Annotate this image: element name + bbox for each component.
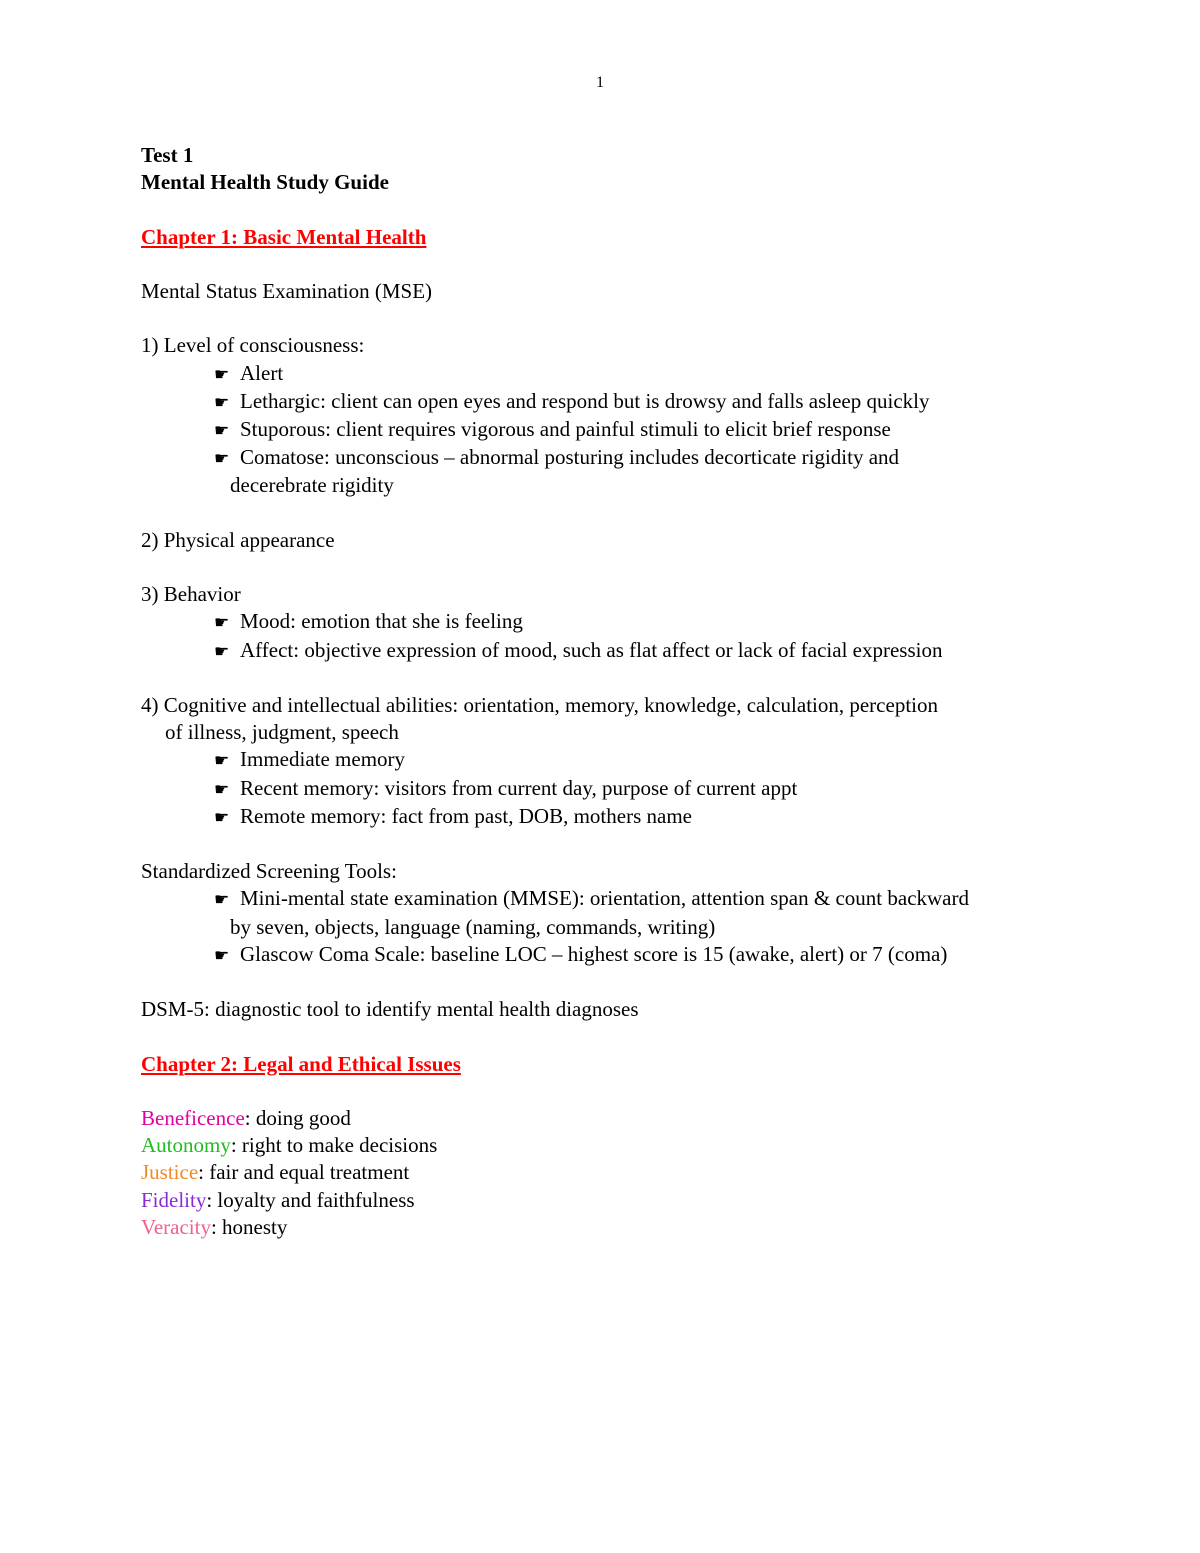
principle-term: Autonomy xyxy=(141,1133,231,1158)
principle-term: Veracity xyxy=(141,1214,211,1239)
pointing-hand-icon: ☛ xyxy=(214,751,230,771)
chapter-1-heading: Chapter 1: Basic Mental Health xyxy=(141,224,427,249)
principle-term: Beneficence xyxy=(141,1105,245,1130)
list-item: ☛ Glascow Coma Scale: baseline LOC – highest score is 15 (awake, alert) or 7 (coma) xyxy=(214,941,1081,969)
mse-title: Mental Status Examination (MSE) xyxy=(141,278,433,303)
consciousness-label: 1) Level of consciousness: xyxy=(141,333,365,358)
principle-fidelity xyxy=(141,1187,1081,1214)
list-item: ☛ Lethargic: client can open eyes and respond but is drowsy and falls asleep quickly xyxy=(214,388,1081,416)
principle-definition: : fair and equal treatment xyxy=(198,1160,410,1185)
principle-definition: : doing good xyxy=(244,1105,351,1130)
list-item: ☛ Remote memory: fact from past, DOB, mothers name xyxy=(214,803,1081,831)
principle-term: Fidelity xyxy=(141,1187,207,1212)
pointing-hand-icon: ☛ xyxy=(214,392,230,412)
consciousness-list xyxy=(141,360,1081,500)
principle-autonomy xyxy=(141,1132,1081,1159)
behavior-list xyxy=(141,608,1081,664)
behavior-label: 3) Behavior xyxy=(141,582,241,607)
list-item: ☛ Stuporous: client requires vigorous and painful stimuli to elicit brief response xyxy=(214,416,1081,444)
list-item: ☛ Affect: objective expression of mood, such as flat affect or lack of facial expression xyxy=(214,637,1081,665)
pointing-hand-icon: ☛ xyxy=(214,807,230,827)
pointing-hand-icon: ☛ xyxy=(214,890,230,910)
pointing-hand-icon: ☛ xyxy=(214,364,230,384)
physical-appearance: 2) Physical appearance xyxy=(141,527,335,552)
pointing-hand-icon: ☛ xyxy=(214,641,230,661)
pointing-hand-icon: ☛ xyxy=(214,945,230,965)
document-title: Test 1 xyxy=(141,143,194,167)
screening-list xyxy=(141,885,1081,969)
pointing-hand-icon: ☛ xyxy=(214,420,230,440)
pointing-hand-icon: ☛ xyxy=(214,613,230,633)
list-item: ☛ Comatose: unconscious – abnormal posturing includes decorticate rigidity and xyxy=(214,444,1081,472)
pointing-hand-icon: ☛ xyxy=(214,779,230,799)
dsm-line: DSM-5: diagnostic tool to identify mental health diagnoses xyxy=(141,997,639,1022)
screening-label: Standardized Screening Tools: xyxy=(141,859,397,884)
cognitive-label-continuation: of illness, judgment, speech xyxy=(165,720,399,745)
principle-veracity xyxy=(141,1214,1081,1241)
page-number: 1 xyxy=(596,74,604,91)
principle-justice xyxy=(141,1159,1081,1186)
principle-definition: : loyalty and faithfulness xyxy=(206,1187,415,1212)
principle-definition: : honesty xyxy=(210,1214,288,1239)
chapter-2-heading: Chapter 2: Legal and Ethical Issues xyxy=(141,1051,461,1076)
list-item: ☛ Immediate memory xyxy=(214,746,1081,774)
ethical-principles-list xyxy=(141,1105,1081,1241)
list-item-continuation: decerebrate rigidity xyxy=(230,473,394,498)
document-subtitle: Mental Health Study Guide xyxy=(141,170,389,195)
principle-beneficence xyxy=(141,1105,1081,1132)
pointing-hand-icon: ☛ xyxy=(214,449,230,469)
list-item-continuation: by seven, objects, language (naming, commands, writing) xyxy=(230,914,716,939)
cognitive-list xyxy=(141,746,1081,831)
cognitive-label: 4) Cognitive and intellectual abilities: orientation, memory, knowledge, calculation, perception xyxy=(141,692,938,717)
list-item: ☛ Mini-mental state examination (MMSE): orientation, attention span & count backward xyxy=(214,885,1081,913)
list-item: ☛ Alert xyxy=(214,360,1081,388)
list-item: ☛ Recent memory: visitors from current day, purpose of current appt xyxy=(214,775,1081,803)
study-guide-content xyxy=(141,142,1081,1241)
principle-definition: : right to make decisions xyxy=(230,1133,438,1158)
list-item: ☛ Mood: emotion that she is feeling xyxy=(214,608,1081,636)
principle-term: Justice xyxy=(141,1160,199,1185)
